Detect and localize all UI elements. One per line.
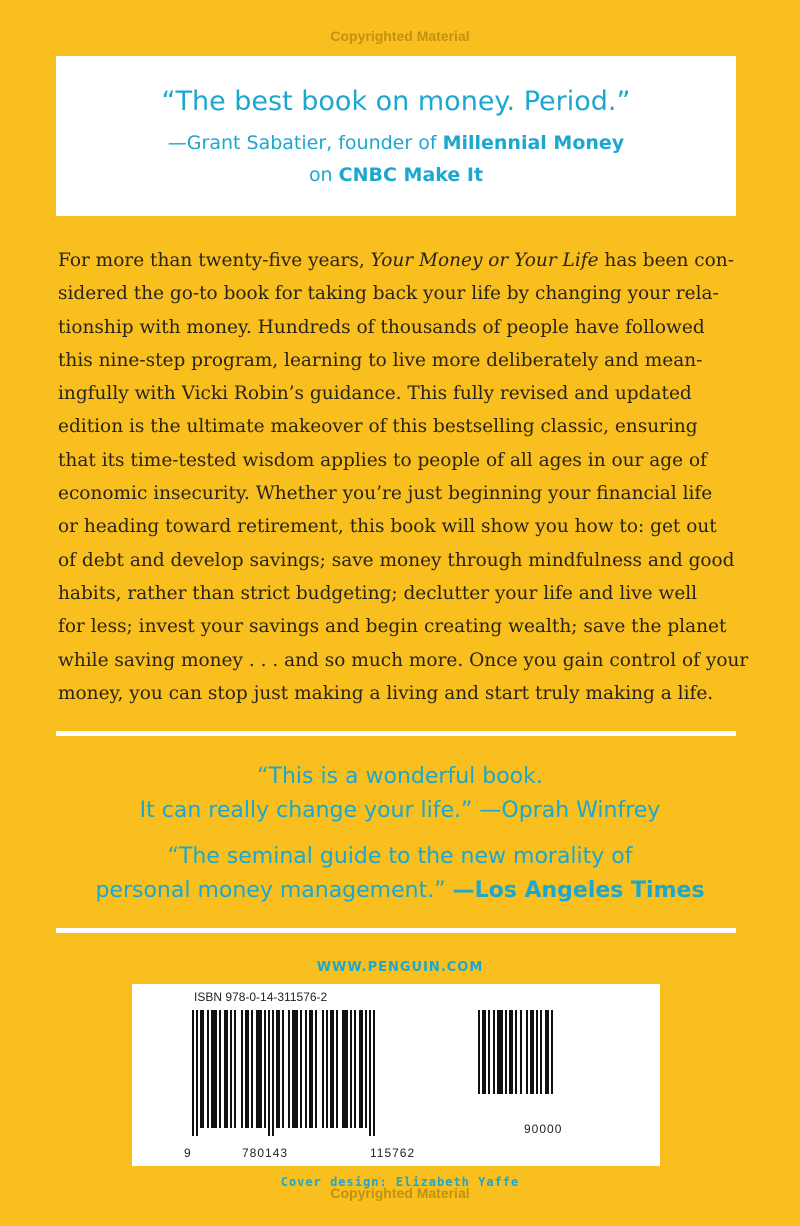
description-line: edition is the ultimate makeover of this bestselling classic, ensuring <box>58 416 698 438</box>
barcode-bar <box>509 1010 513 1094</box>
barcode-bar <box>540 1010 542 1094</box>
barcode-bar <box>369 1010 371 1136</box>
divider <box>56 928 736 933</box>
copyright-watermark: Copyrighted Material <box>330 28 470 44</box>
barcode-bar <box>256 1010 262 1128</box>
barcode-bar <box>200 1010 204 1128</box>
barcode-bar <box>292 1010 298 1128</box>
barcode-bar <box>482 1010 486 1094</box>
barcode-bar <box>272 1010 274 1136</box>
barcode-bar <box>230 1010 232 1128</box>
barcode-bar <box>219 1010 221 1128</box>
description-line: economic insecurity. Whether you’re just beginning your financial life <box>58 483 713 505</box>
barcode-bar <box>245 1010 249 1128</box>
description-line: tionship with money. Hundreds of thousands of people have followed <box>58 316 705 338</box>
barcode-bar <box>224 1010 228 1128</box>
barcode-bar <box>365 1010 367 1128</box>
barcode-bar <box>515 1010 517 1094</box>
description-line: habits, rather than strict budgeting; declutter your life and live well <box>58 582 698 604</box>
barcode-digits-right: 115762 <box>370 1146 416 1160</box>
endorsement-quote-la-times <box>0 840 800 908</box>
quote-line: “This is a wonderful book. <box>257 764 543 789</box>
featured-quote-box <box>56 56 736 216</box>
book-title: Your Money or Your Life <box>370 250 599 271</box>
featured-quote-attribution <box>56 132 736 154</box>
barcode-bar <box>276 1010 280 1128</box>
cover-design-credit: Cover design: Elizabeth Yaffe <box>280 1175 520 1189</box>
barcode-bar <box>282 1010 284 1128</box>
quote-line: “The seminal guide to the new morality of <box>167 844 633 869</box>
barcode-bar <box>211 1010 217 1128</box>
barcode-bar <box>288 1010 290 1128</box>
barcode-bar <box>192 1010 194 1136</box>
quote-line: personal money management.” —Los Angeles Times <box>95 878 705 903</box>
barcode-bar <box>536 1010 538 1094</box>
barcode-bar <box>551 1010 553 1094</box>
barcode-bar <box>309 1010 313 1128</box>
barcode-bar <box>493 1010 495 1094</box>
barcode-bar <box>322 1010 324 1128</box>
barcode-bar <box>342 1010 348 1128</box>
barcode-digits-left: 780143 <box>242 1146 289 1160</box>
description-line: or heading toward retirement, this book will show you how to: get out <box>58 516 717 538</box>
barcode-bar <box>505 1010 507 1094</box>
barcode-bar <box>545 1010 549 1094</box>
barcode-bar <box>251 1010 253 1128</box>
barcode-bar <box>300 1010 302 1128</box>
barcode-bar <box>241 1010 243 1128</box>
barcode-bar <box>305 1010 307 1128</box>
barcode-bar <box>350 1010 352 1128</box>
barcode-bar <box>264 1010 266 1128</box>
featured-quote: “The best book on money. Period.” <box>161 86 631 117</box>
attribution-prefix: —Grant Sabatier, founder of <box>167 132 443 154</box>
attribution-on: on <box>308 164 339 186</box>
barcode-bar <box>373 1010 375 1136</box>
quote-line: It can really change your life.” —Oprah Winfrey <box>139 798 661 823</box>
barcode-bar <box>520 1010 522 1094</box>
barcode-bar <box>315 1010 317 1128</box>
barcode-addon-digits: 90000 <box>524 1122 563 1136</box>
publisher-website: WWW.PENGUIN.COM <box>316 960 484 975</box>
barcode-bar <box>497 1010 503 1094</box>
description-line: this nine-step program, learning to live more deliberately and mean- <box>58 349 703 371</box>
barcode-panel <box>132 984 660 1166</box>
description-line: sidered the go-to book for taking back your life by changing your rela- <box>58 283 719 305</box>
isbn-label: ISBN 978-0-14-311576-2 <box>194 990 328 1004</box>
price-barcode <box>478 1010 598 1094</box>
featured-quote-outlet <box>56 164 736 186</box>
book-description <box>58 244 749 710</box>
barcode-bar <box>207 1010 209 1128</box>
barcode-bar <box>478 1010 480 1094</box>
ean-barcode <box>192 1010 462 1128</box>
description-line: for less; invest your savings and begin creating wealth; save the planet <box>58 616 727 638</box>
description-line: while saving money . . . and so much more. Once you gain control of your <box>58 649 749 671</box>
barcode-bar <box>268 1010 270 1136</box>
barcode-bar <box>336 1010 338 1128</box>
barcode-bar <box>530 1010 534 1094</box>
description-line: For more than twenty-five years, Your Money or Your Life has been con- <box>58 250 734 271</box>
divider <box>56 731 736 736</box>
description-line: ingfully with Vicki Robin’s guidance. This fully revised and updated <box>58 383 692 405</box>
description-line: money, you can stop just making a living and start truly making a life. <box>58 682 714 704</box>
attribution-brand: Millennial Money <box>442 132 625 154</box>
barcode-bar <box>326 1010 328 1128</box>
barcode-bar <box>234 1010 236 1128</box>
attribution-outlet: CNBC Make It <box>338 164 484 186</box>
barcode-bar <box>196 1010 198 1136</box>
barcode-digit: 9 <box>184 1146 191 1160</box>
quote-source: —Los Angeles Times <box>452 878 705 903</box>
description-line: that its time-tested wisdom applies to people of all ages in our age of <box>58 449 707 471</box>
barcode-bar <box>488 1010 490 1094</box>
endorsement-quote-oprah <box>0 760 800 828</box>
description-line: of debt and develop savings; save money through mindfulness and good <box>58 549 735 571</box>
barcode-bar <box>330 1010 334 1128</box>
barcode-bar <box>526 1010 528 1094</box>
barcode-bar <box>354 1010 356 1128</box>
copyright-watermark: Copyrighted Material <box>330 1185 470 1201</box>
barcode-bar <box>359 1010 363 1128</box>
